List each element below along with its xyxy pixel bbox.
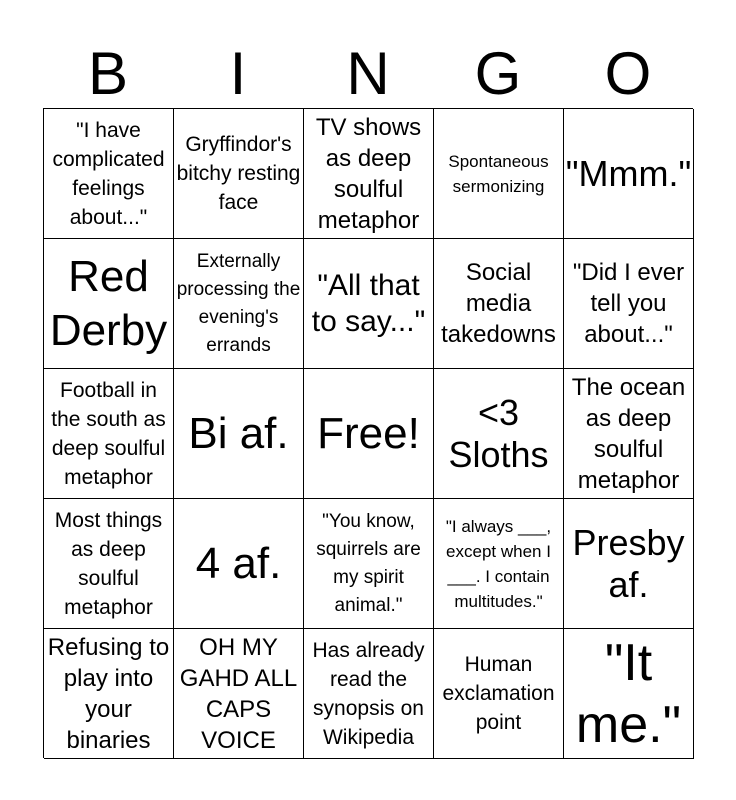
bingo-cell-text: Spontaneous sermonizing xyxy=(448,151,549,196)
bingo-cell[interactable] xyxy=(174,499,304,629)
bingo-cell-text: TV shows as deep soulful metaphor xyxy=(315,113,422,234)
bingo-cell-text: "Mmm." xyxy=(565,152,692,194)
bingo-cell-text: Social media takedowns xyxy=(441,259,556,348)
bingo-cell[interactable] xyxy=(564,109,694,239)
bingo-cell-text: "Did I ever tell you about..." xyxy=(572,259,685,348)
bingo-cell[interactable] xyxy=(44,499,174,629)
bingo-cell[interactable] xyxy=(174,239,304,369)
bingo-cell[interactable] xyxy=(174,629,304,759)
bingo-cell-text: The ocean as deep soulful metaphor xyxy=(571,373,686,494)
bingo-cell[interactable] xyxy=(434,499,564,629)
bingo-cell[interactable] xyxy=(434,109,564,239)
bingo-cell[interactable] xyxy=(564,239,694,369)
bingo-cell-text: Gryffindor's bitchy resting face xyxy=(176,133,301,214)
bingo-cell-text: Human exclamation point xyxy=(442,653,555,734)
bingo-cell[interactable] xyxy=(304,629,434,759)
bingo-cell-text: Externally processing the evening's errands xyxy=(176,250,301,356)
header-letter-i: I xyxy=(229,40,247,107)
bingo-cell-text: Refusing to play into your binaries xyxy=(47,633,170,754)
bingo-cell[interactable] xyxy=(304,239,434,369)
bingo-cell[interactable] xyxy=(44,109,174,239)
bingo-cell-text: <3 Sloths xyxy=(448,391,549,475)
bingo-cell[interactable] xyxy=(174,109,304,239)
bingo-cell-text: 4 af. xyxy=(195,538,282,588)
bingo-cell-text: Red Derby xyxy=(49,251,168,355)
bingo-cell[interactable] xyxy=(304,369,434,499)
bingo-cell[interactable] xyxy=(434,369,564,499)
header-letter-n: N xyxy=(346,40,390,107)
bingo-cell[interactable] xyxy=(44,629,174,759)
bingo-cell-text: Free! xyxy=(317,408,420,458)
bingo-cell[interactable] xyxy=(434,629,564,759)
bingo-cell-text: Most things as deep soulful metaphor xyxy=(54,508,163,619)
bingo-cell[interactable] xyxy=(174,369,304,499)
header-letter-g: G xyxy=(474,40,522,107)
bingo-cell[interactable] xyxy=(564,499,694,629)
bingo-board xyxy=(43,108,693,758)
bingo-cell-text: Bi af. xyxy=(188,408,289,458)
bingo-cell-text: "All that to say..." xyxy=(311,268,426,338)
bingo-cell-text: "I always ___, except when I ___. I contain multitudes." xyxy=(445,516,552,611)
bingo-cell-text: OH MY GAHD ALL CAPS VOICE xyxy=(179,633,298,754)
bingo-cell[interactable] xyxy=(44,369,174,499)
header-letter-b: B xyxy=(87,40,129,107)
header-letter-o: O xyxy=(604,40,652,107)
bingo-cell-text: "I have complicated feelings about..." xyxy=(52,118,165,229)
bingo-header xyxy=(43,40,693,108)
bingo-cell-text: Football in the south as deep soulful metaphor xyxy=(51,378,166,489)
bingo-cell-text: "It me." xyxy=(575,633,682,754)
bingo-cell[interactable] xyxy=(434,239,564,369)
bingo-cell-text: Has already read the synopsis on Wikipedia xyxy=(312,638,425,749)
bingo-cell[interactable] xyxy=(44,239,174,369)
bingo-cell[interactable] xyxy=(564,369,694,499)
bingo-cell[interactable] xyxy=(304,109,434,239)
bingo-cell-text: "You know, squirrels are my spirit animal." xyxy=(316,510,421,616)
bingo-cell-text: Presby af. xyxy=(572,521,685,605)
bingo-cell[interactable] xyxy=(304,499,434,629)
bingo-cell[interactable] xyxy=(564,629,694,759)
